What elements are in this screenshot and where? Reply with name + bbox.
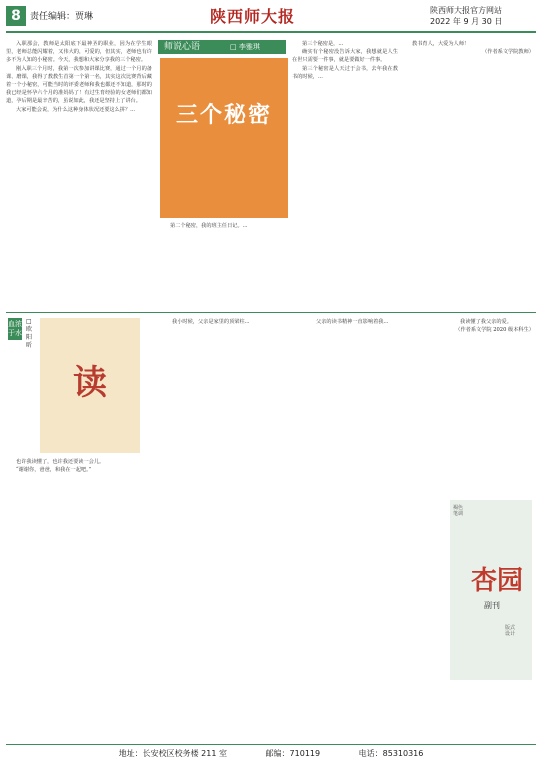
footer-address: 地址：长安校区校务楼 211 室 — [118, 749, 227, 758]
article-source: （作者系文学院 2020 级本科生） — [455, 327, 534, 334]
paragraph: 我小时候，父亲是家里的顶梁柱... — [172, 319, 250, 325]
article-column-1 — [6, 40, 152, 308]
article-column-4 — [402, 40, 534, 308]
footer-postcode: 邮编：710119 — [265, 749, 321, 758]
article-column-3 — [306, 318, 446, 740]
article-column-4 — [450, 318, 534, 498]
article-source: （作者系文学院教师） — [482, 49, 534, 56]
paragraph: 刚入职三个月时，我第一次参加讲课比赛，通过一个月的备课、磨课，我得了教教生首第一个第一名，其实这次比赛背后藏着一个小秘密，可能当时的评委老师和我也都还不知道，那时的我已经是怀孕六个月的准妈妈了！有过生育经验的女老师们都知道，孕后期是最辛苦的，虽说如此，我还是坚持上了讲台。 — [6, 65, 152, 105]
column-tag: 血浓于水 — [8, 318, 22, 340]
paragraph: 第三个秘密是，... — [302, 41, 344, 47]
author-byline: □ 李雅琪 — [230, 43, 260, 51]
footer — [0, 748, 542, 759]
paragraph: 确实有个秘密没告诉大家，我想就是人生在世只需要一件事，就是要做好一件事。 — [292, 49, 398, 64]
article-column-1 — [6, 458, 156, 740]
supplement-subtitle: 副刊 — [484, 601, 500, 610]
newspaper-logo: 陕西师大报 — [210, 7, 296, 26]
article-column-2 — [162, 318, 302, 740]
illustration-title: 读 — [73, 363, 107, 403]
paragraph: 父亲的读书精神一直影响着我... — [316, 319, 389, 325]
article-column-3 — [292, 40, 398, 308]
supplement-title: 杏园 — [470, 566, 523, 596]
paragraph: 教书育人，大爱为人师！ — [412, 41, 470, 47]
illustration-title: 三个秘密 — [175, 102, 272, 128]
header-divider — [6, 31, 536, 33]
paragraph: 也许我读懂了，也许我还要读一会儿。 — [16, 459, 105, 465]
author-byline: □ 欧阳昕 — [26, 318, 33, 349]
section-divider — [6, 312, 536, 313]
paragraph: 第二个秘密，我的班主任日记。... — [170, 223, 248, 229]
page-number: 8 — [6, 6, 26, 26]
paragraph: 我读懂了我父亲的爱。 — [460, 319, 512, 325]
column-title: 师说心语 — [158, 40, 286, 54]
paragraph: “谢谢你，爸爸，和我在一起吧。” — [16, 467, 92, 474]
article-illustration — [160, 58, 288, 218]
footer-divider — [6, 744, 536, 745]
paragraph: 入职那会，教师是太阳底下最神圣的职业，因为在学生眼里，老师总能闪耀着，又伟大的，可爱的，但其实，老师也有许多不为人知的小秘密。今天，我想和大家分享我的三个秘密。 — [6, 41, 152, 64]
editor-note: 版式设计 — [505, 625, 516, 637]
paragraph: 第三个秘密是人天过于会书，去年我在教书的时候，... — [292, 65, 398, 80]
side-note: 褐色笔调 — [453, 505, 464, 517]
official-site-label: 陕西师大报官方网站 — [430, 6, 502, 15]
paragraph: 大家可能会说，为什么这种身体状况还要这么拼？... — [16, 106, 136, 113]
issue-date: 2022 年 9 月 30 日 — [430, 17, 503, 26]
page-editor: 责任编辑：贾琳 — [30, 12, 94, 22]
footer-phone: 电话：85310316 — [358, 749, 424, 758]
article-column-2 — [160, 222, 288, 308]
